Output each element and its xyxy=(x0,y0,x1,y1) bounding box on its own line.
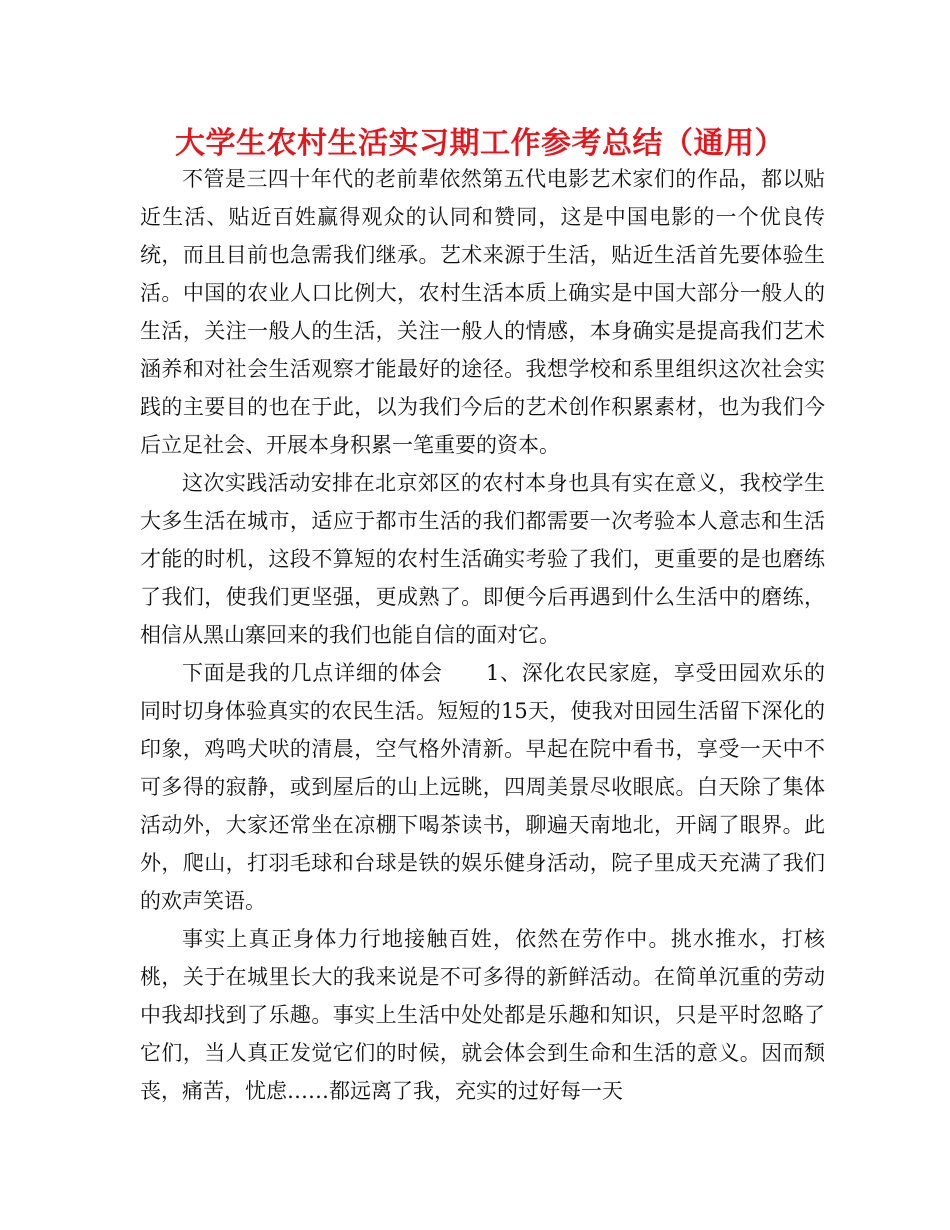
document-title: 大学生农村生活实习期工作参考总结（通用） xyxy=(175,126,785,161)
paragraph-3: 下面是我的几点详细的体会 1、深化农民家庭，享受田园欢乐的同时切身体验真实的农民生活。短短的15天，使我对田园生活留下深化的印象，鸡鸣犬吠的清晨，空气格外清新。早起在院中看书，享受一天中不可多得的寂静，或到屋后的山上远眺，四周美景尽收眼底。白天除了集体活动外，大家还常坐在凉棚下喝茶读书，聊遍天南地北，开阔了眼界。此外，爬山，打羽毛球和台球是铁的娱乐健身活动，院子里成天充满了我们的欢声笑语。 xyxy=(140,661,825,913)
paragraph-2: 这次实践活动安排在北京郊区的农村本身也具有实在意义，我校学生大多生活在城市，适应于都市生活的我们都需要一次考验本人意志和生活才能的时机，这段不算短的农村生活确实考验了我们，更重要的是也磨练了我们，使我们更坚强，更成熟了。即便今后再遇到什么生活中的磨练，相信从黑山寨回来的我们也能自信的面对它。 xyxy=(140,471,825,647)
document-body xyxy=(140,160,825,1110)
paragraph-1: 不管是三四十年代的老前辈依然第五代电影艺术家们的作品，都以贴近生活、贴近百姓赢得观众的认同和赞同，这是中国电影的一个优良传统，而且目前也急需我们继承。艺术来源于生活，贴近生活首先要体验生活。中国的农业人口比例大，农村生活本质上确实是中国大部分一般人的生活，关注一般人的生活，关注一般人的情感，本身确实是提高我们艺术涵养和对社会生活观察才能最好的途径。我想学校和系里组织这次社会实践的主要目的也在于此，以为我们今后的艺术创作积累素材，也为我们今后立足社会、开展本身积累一笔重要的资本。 xyxy=(140,167,825,457)
paragraph-4: 事实上真正身体力行地接触百姓，依然在劳作中。挑水推水，打核桃，关于在城里长大的我来说是不可多得的新鲜活动。在简单沉重的劳动中我却找到了乐趣。事实上生活中处处都是乐趣和知识，只是平时忽略了它们，当人真正发觉它们的时候，就会体会到生命和生活的意义。因而颓丧，痛苦，忧虑……都远离了我，充实的过好每一天 xyxy=(140,927,825,1103)
